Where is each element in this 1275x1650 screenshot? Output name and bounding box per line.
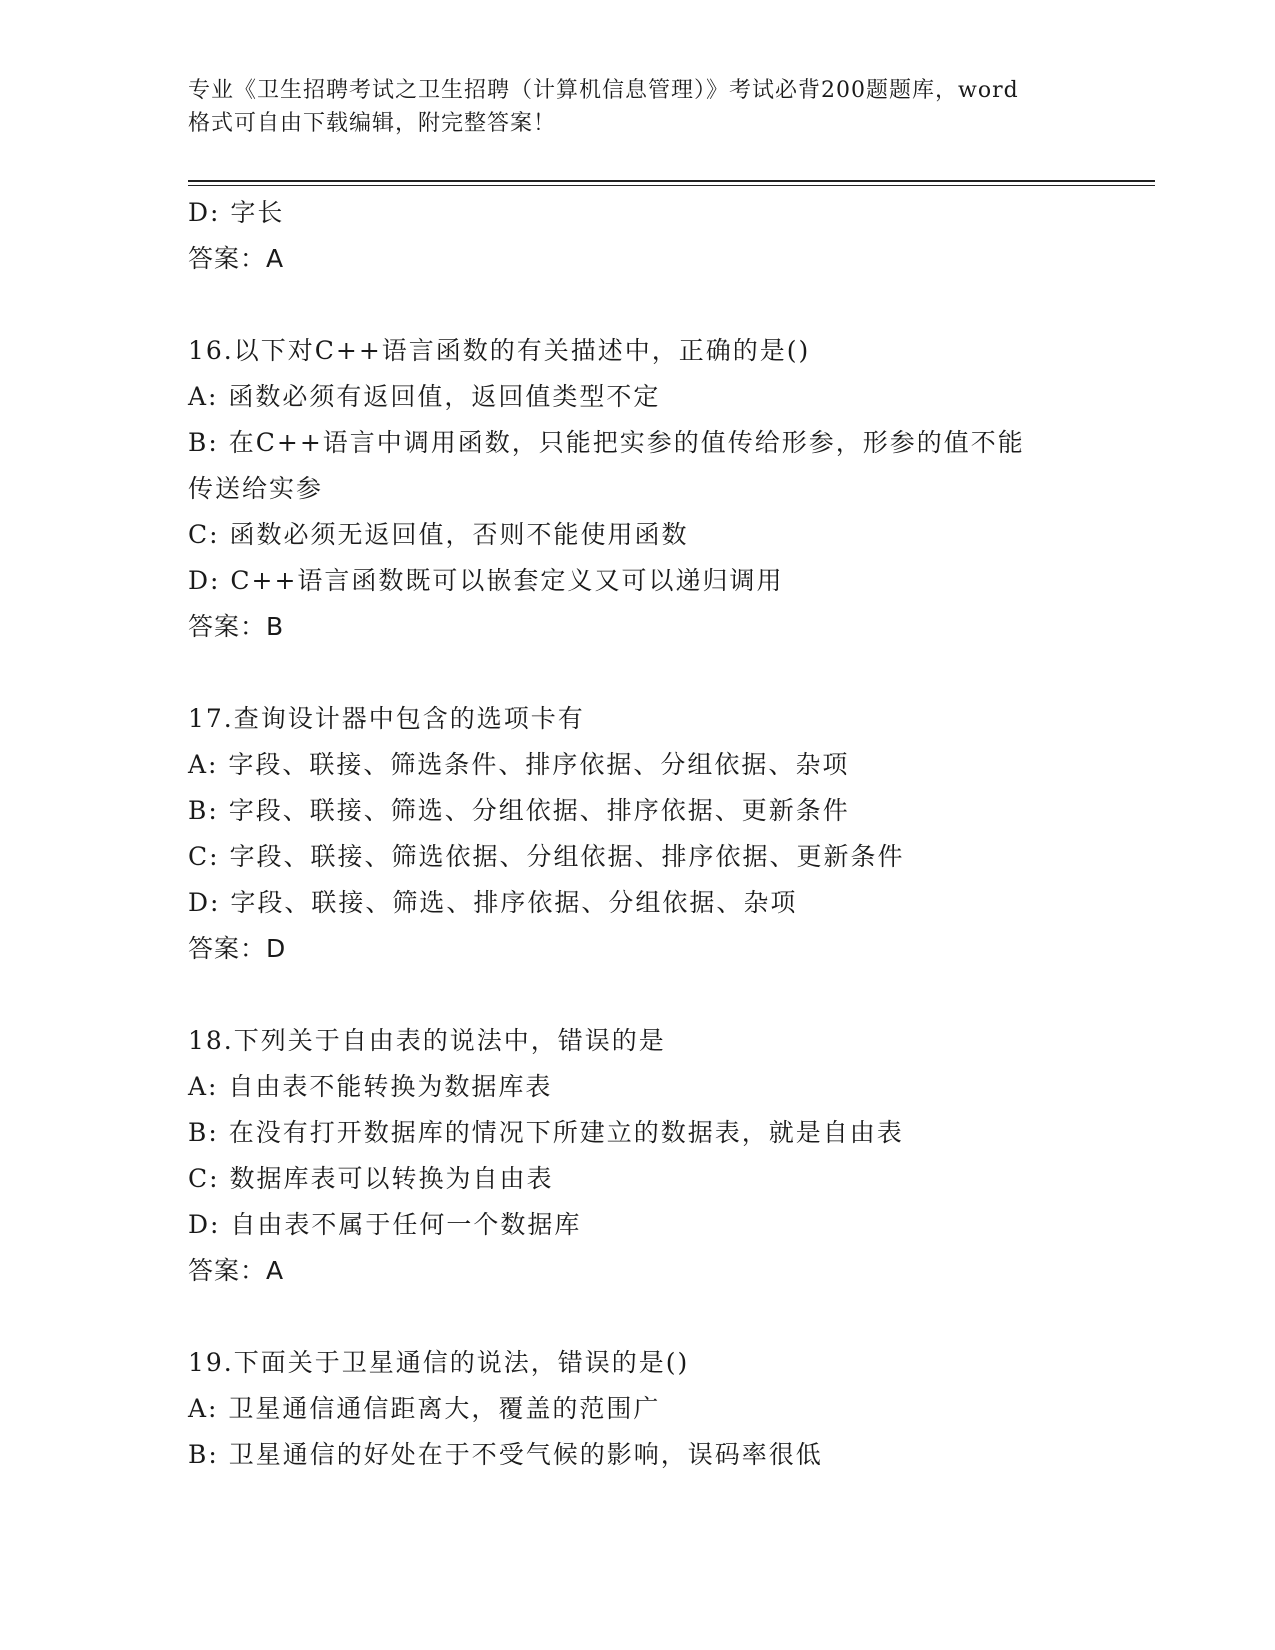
header-divider-thin (188, 185, 1155, 186)
answer-line: 答案：B (188, 612, 285, 641)
question-16 (188, 328, 1068, 650)
question-15-tail (188, 190, 1068, 282)
header-title-line-1: 专业《卫生招聘考试之卫生招聘（计算机信息管理）》考试必背200题题库，word (188, 78, 1019, 103)
answer-line: 答案：D (188, 934, 287, 963)
option-c: C: 数据库表可以转换为自由表 (188, 1164, 554, 1193)
option-a: A: 自由表不能转换为数据库表 (188, 1072, 553, 1101)
option-a: A: 卫星通信通信距离大，覆盖的范围广 (188, 1394, 661, 1423)
answer-line: 答案：A (188, 244, 285, 273)
option-d: D: 字长 (188, 198, 285, 227)
spacer (188, 972, 1068, 1018)
option-c: C: 字段、联接、筛选依据、分组依据、排序依据、更新条件 (188, 842, 905, 871)
spacer (188, 1294, 1068, 1340)
option-d: D: 字段、联接、筛选、排序依据、分组依据、杂项 (188, 888, 798, 917)
option-c: C: 函数必须无返回值，否则不能使用函数 (188, 520, 689, 549)
question-list (188, 190, 1068, 1478)
spacer (188, 282, 1068, 328)
option-a: A: 字段、联接、筛选条件、排序依据、分组依据、杂项 (188, 750, 850, 779)
header-divider-thick (188, 180, 1155, 182)
question-17 (188, 696, 1068, 972)
question-stem: 18.下列关于自由表的说法中，错误的是 (188, 1026, 666, 1055)
header-title-line-2: 格式可自由下载编辑，附完整答案！ (188, 111, 557, 136)
answer-line: 答案：A (188, 1256, 285, 1285)
spacer (188, 650, 1068, 696)
option-d: D: C++语言函数既可以嵌套定义又可以递归调用 (188, 566, 784, 595)
option-b-line-2: 传送给实参 (188, 474, 324, 503)
question-18 (188, 1018, 1068, 1294)
option-b: B: 在没有打开数据库的情况下所建立的数据表，就是自由表 (188, 1118, 904, 1147)
option-b: B: 字段、联接、筛选、分组依据、排序依据、更新条件 (188, 796, 850, 825)
question-stem: 19.下面关于卫星通信的说法，错误的是() (188, 1348, 690, 1377)
question-19 (188, 1340, 1068, 1478)
option-a: A: 函数必须有返回值，返回值类型不定 (188, 382, 661, 411)
document-header (188, 74, 1088, 140)
question-stem: 16.以下对C++语言函数的有关描述中，正确的是() (188, 336, 811, 365)
option-b: B: 卫星通信的好处在于不受气候的影响，误码率很低 (188, 1440, 823, 1469)
option-b-line-1: B: 在C++语言中调用函数，只能把实参的值传给形参，形参的值不能 (188, 428, 1025, 457)
option-d: D: 自由表不属于任何一个数据库 (188, 1210, 582, 1239)
question-stem: 17.查询设计器中包含的选项卡有 (188, 704, 585, 733)
